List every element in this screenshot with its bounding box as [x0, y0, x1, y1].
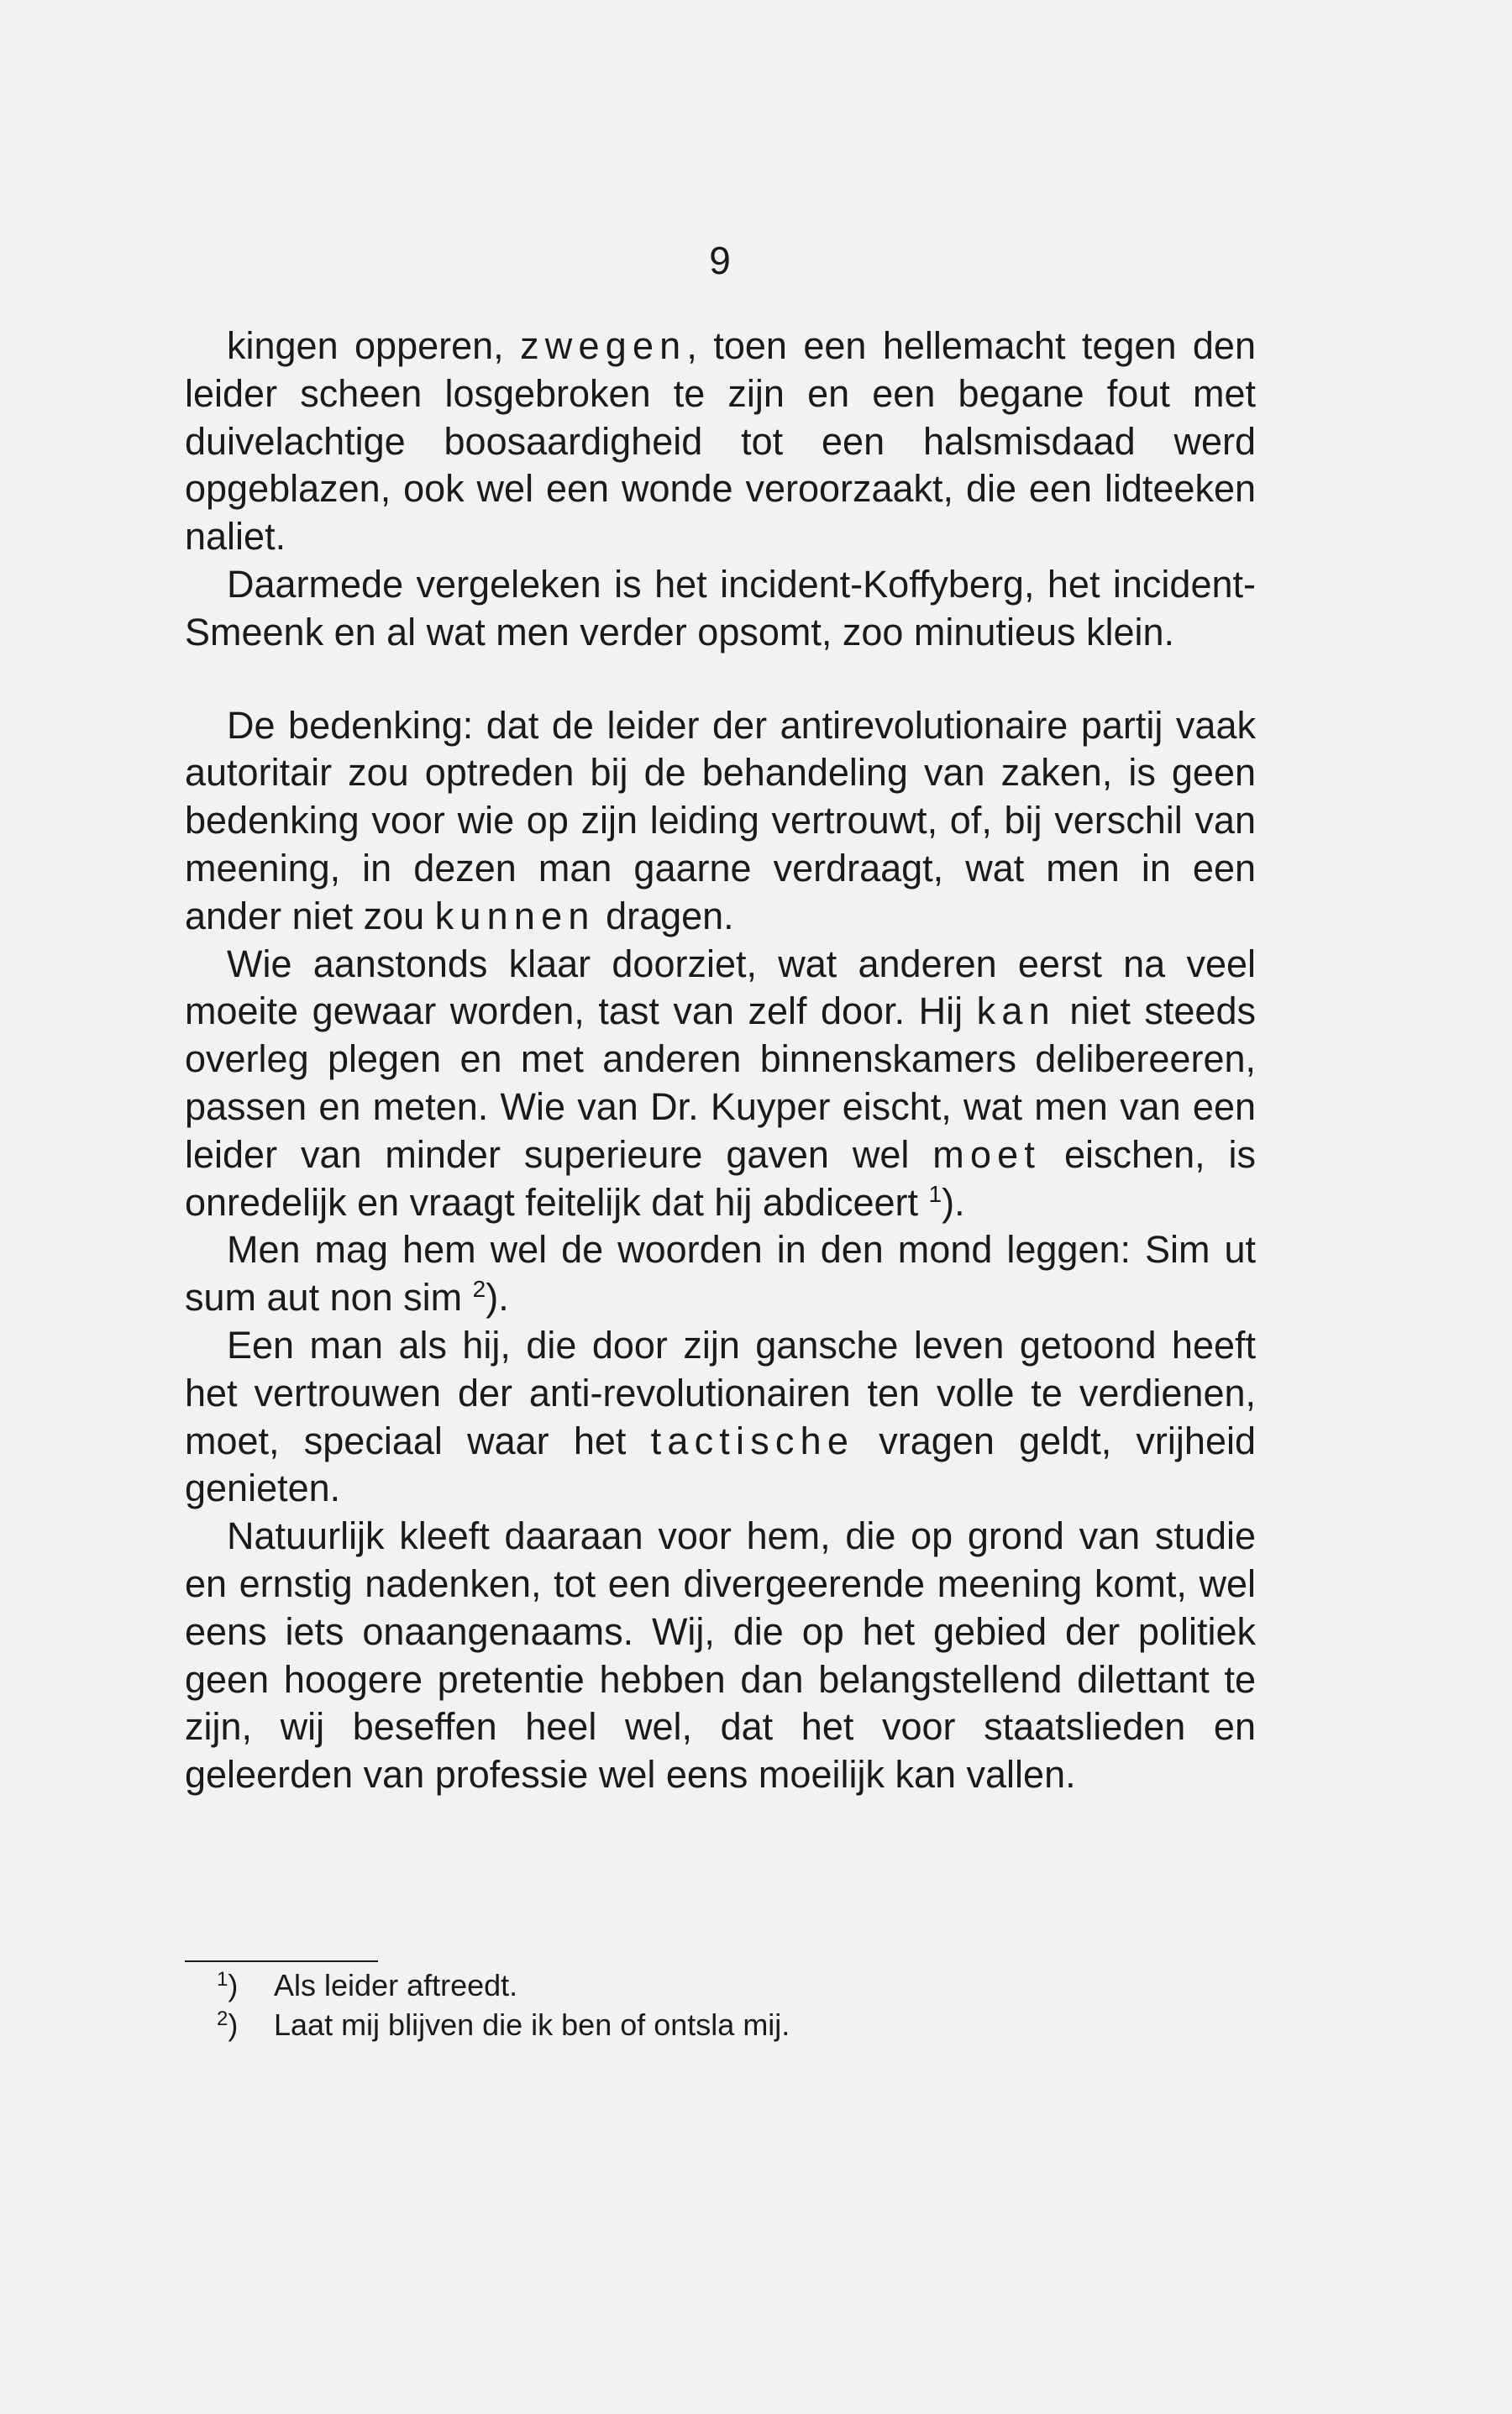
footnote: [217, 2005, 1057, 2044]
emphasized-text: tactische: [650, 1419, 855, 1462]
footnotes: [217, 1965, 1057, 2044]
footnote-text: Als leider aftreedt.: [274, 1968, 518, 2002]
text-run: kingen opperen,: [227, 324, 521, 367]
text-run: dragen.: [595, 894, 734, 937]
text-run: Een man als hij, die door zijn gansche leven getoond heeft het vertrouwen der anti-revolutionairen ten volle te verdienen, moet, speciaal waar het: [185, 1323, 1256, 1462]
paragraph: [185, 941, 1256, 1227]
text-run: Natuurlijk kleeft daaraan voor hem, die op grond van studie en ernstig nadenken, tot een divergeerende meening komt, wel eens iets onaangenaams. Wij, die op het gebied der politiek geen hoogere pretentie hebben dan belangstellend dilettant te zijn, wij beseffen heel wel, dat het voor staatslieden en geleerden van professie wel eens moeilijk kan vallen.: [185, 1514, 1256, 1797]
footnote-mark: $^2$): [217, 2007, 239, 2042]
paragraph-gap: [185, 657, 1256, 702]
text-run: De bedenking: dat de leider der antirevolutionaire partij vaak autoritair zou optreden bij de behandeling van zaken, is geen bedenking voor wie op zijn leiding vertrouwt, of, bij verschil van meening, in dezen man gaarne verdraagt, wat men in een ander niet zou: [185, 703, 1256, 937]
paragraph: [185, 561, 1256, 657]
emphasized-text: zwegen: [520, 324, 687, 367]
paragraph: [185, 323, 1256, 561]
page-number: 9: [709, 239, 731, 282]
text-run: eischen, is onredelijk en vraagt feitelijk dat hij abdiceert: [185, 1132, 1256, 1224]
text-run: ).: [486, 1276, 509, 1320]
text-run: vragen geldt, vrijheid genieten.: [185, 1419, 1256, 1510]
text-run: , toen een hellemacht tegen den leider scheen losgebroken te zijn en een begane fout met duivelachtige boosaardigheid tot een halsmisdaad werd opgeblazen, ook wel een wonde veroorzaakt, die een lidteeken naliet.: [185, 324, 1256, 559]
footnote-reference: 2: [472, 1276, 486, 1303]
paragraph: [185, 1226, 1256, 1322]
footnote-reference: 1: [928, 1180, 942, 1207]
text-run: Daarmede vergeleken is het incident-Koffyberg, het incident-Smeenk en al wat men verder opsomt, zoo minutieus klein.: [185, 562, 1256, 653]
text-run: Men mag hem wel de woorden in den mond leggen: Sim ut sum aut non sim: [185, 1228, 1256, 1320]
text-run: niet steeds overleg plegen en met anderen binnenskamers delibereeren, passen en meten. Wie van Dr. Kuyper eischt, wat men van een leider van minder superieure gaven wel: [185, 989, 1256, 1176]
paragraph: [185, 1322, 1256, 1513]
emphasized-text: moet: [932, 1132, 1042, 1176]
footnote: [217, 1965, 1057, 2005]
footnote-mark: $^1$): [217, 1968, 239, 2002]
footnote-divider: [185, 1960, 378, 1962]
emphasized-text: kunnen: [434, 894, 596, 937]
text-run: Wie aanstonds klaar doorziet, wat anderen eerst na veel moeite gewaar worden, tast van zelf door. Hij: [185, 942, 1256, 1033]
footnote-text: Laat mij blijven die ik ben of ontsla mij.: [274, 2007, 790, 2042]
body-text: [185, 323, 1256, 1799]
paragraph: [185, 702, 1256, 941]
text-run: ).: [942, 1180, 965, 1224]
emphasized-text: kan: [976, 989, 1056, 1033]
paragraph: [185, 1513, 1256, 1799]
